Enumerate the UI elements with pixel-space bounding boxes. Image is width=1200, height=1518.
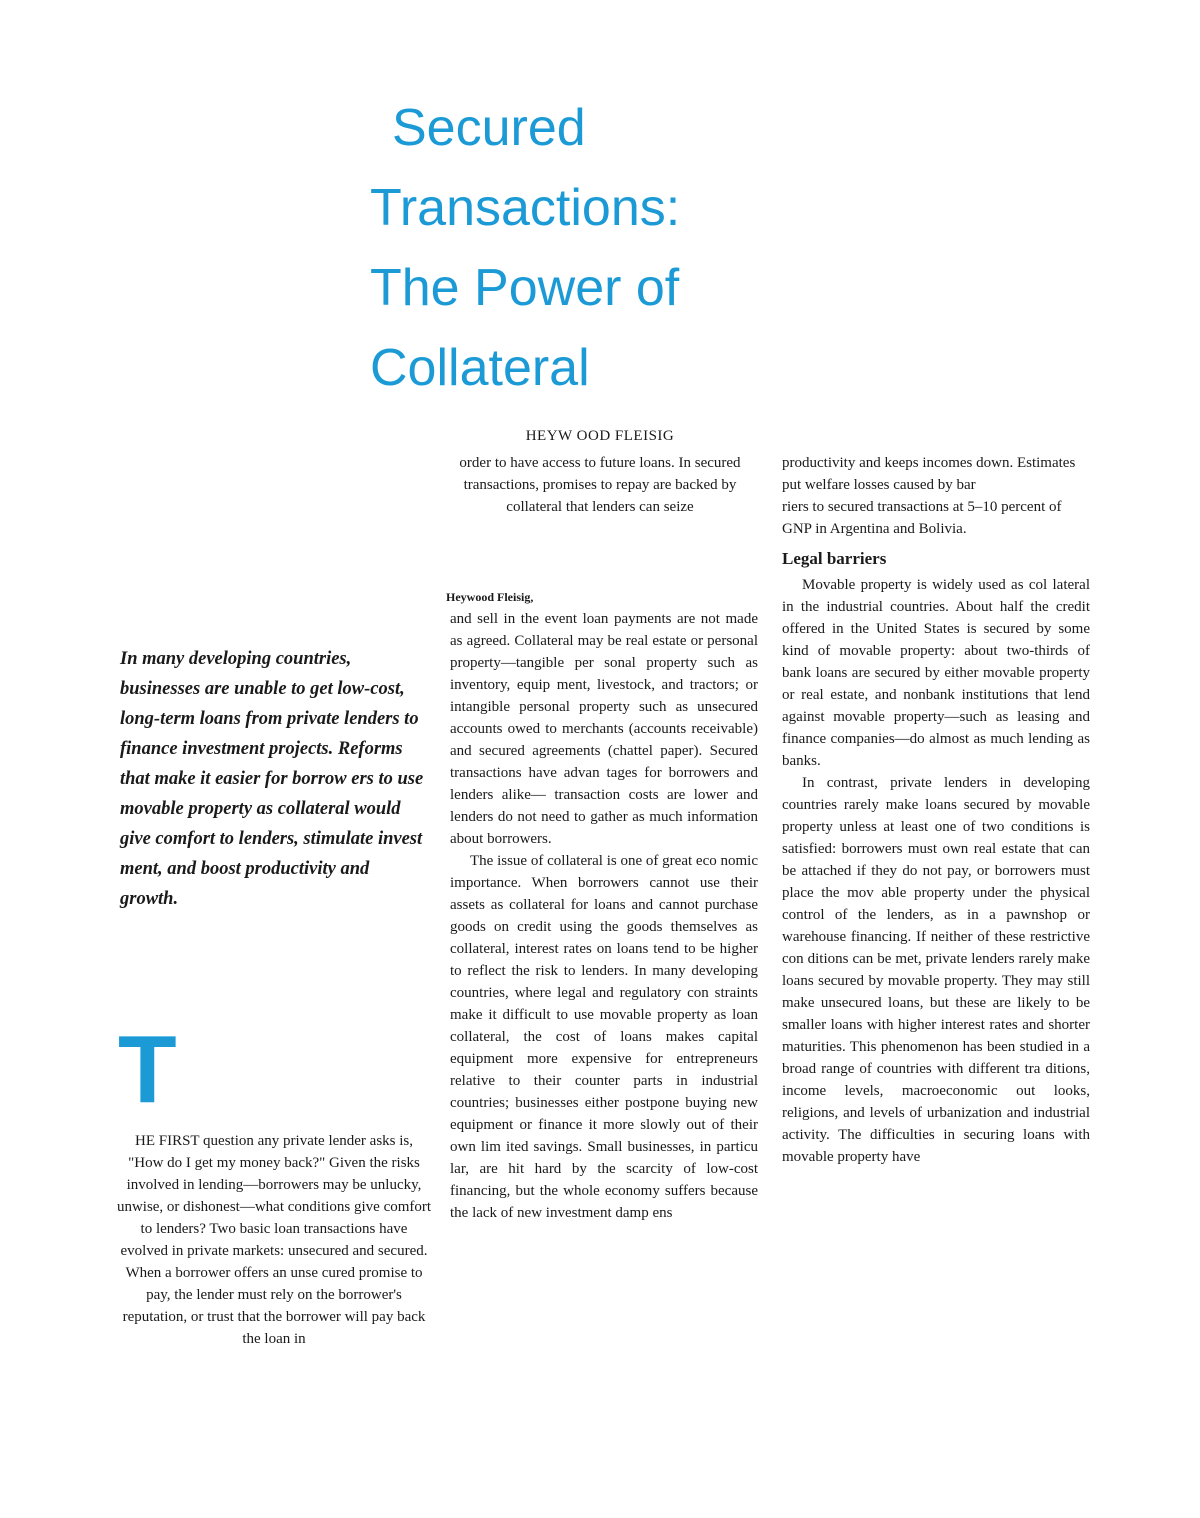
column-2-paragraph-2: The issue of collateral is one of great eco nomic importance. When borrowers cannot use their assets as collateral for loans and cannot purchase goods on credit using the goods themselves as collateral, interest rates on loans tend to be higher to reflect the risk to lenders. In many developing countries, where legal and regulatory con straints make it difficult to use movable property as loan collateral, the cost of loans makes capital equipment more expensive for entrepreneurs relative to their counter parts in industrial countries; businesses either postpone buying new equipment or finance it more slowly out of their own lim ited savings. Small businesses, in particu lar, are hit hard by the scarcity of low-cost financing, but the whole economy suffers because the lack of new investment damp ens	[450, 853, 758, 1221]
title-line-4: Collateral	[370, 339, 590, 397]
title-line-1: Secured	[392, 99, 586, 157]
title-line-2: Transactions:	[370, 179, 681, 237]
column-3	[782, 452, 1090, 1168]
column-3-paragraph-1: productivity and keeps incomes down. Estimates put welfare losses caused by bar	[782, 455, 1076, 493]
column-1	[116, 1130, 432, 1350]
column-2	[450, 608, 758, 1224]
drop-cap: T	[118, 1016, 177, 1123]
author-name: HEYW OOD FLEISIG	[525, 428, 675, 444]
column-1-paragraph-1: HE FIRST question any private lender asks is, "How do I get my money back?" Given the risks involved in lending—borrowers may be unlucky, unwise, or dishonest—what conditions give comfort to lenders? Two basic loan transactions have evolved in private markets: unsecured and secured. When a borrower offers an unse cured promise to pay, the lender must rely on the borrower's reputation, or trust that the borrower will pay back the loan in	[116, 1133, 432, 1347]
article-title	[370, 88, 790, 408]
lead-paragraph: In many developing countries, businesses are unable to get low-cost, long-term loans from private lenders to finance investment projects. Reforms that make it easier for borrow ers to use movable property as collateral would give comfort to lenders, stimulate invest ment, and boost productivity and growth.	[120, 649, 424, 909]
column-3-paragraph-4: In contrast, private lenders in developing countries rarely make loans secured by movable property unless at least one of two conditions is satisfied: borrowers must own real estate that can be attached if they do not pay, or borrowers must place the mov able property under the physical control of the lenders, as in a pawnshop or warehouse financing. If neither of these restrictive con ditions can be met, private lenders rarely make loans secured by movable property. They may still make unsecured loans, but these are likely to be smaller loans with higher interest rates and shorter maturities. This phenomenon has been studied in a broad range of countries with different tra ditions, income levels, macroeconomic out looks, religions, and levels of urbanization and industrial activity. The difficulties in securing loans with movable property have	[782, 775, 1090, 1165]
byline: Heywood Fleisig,	[446, 590, 534, 604]
title-line-3: The Power of	[370, 259, 680, 317]
column-2-paragraph-1: and sell in the event loan payments are not made as agreed. Collateral may be real estate or personal property—tangible per sonal property such as inventory, equip ment, livestock, and tractors; or intangible personal property such as unsecured accounts owed to merchants (accounts receivable) and secured agreements (chattel paper). Secured transactions have advan tages for borrowers and lenders alike— transaction costs are lower and lenders do not need to gather as much information about borrowers.	[450, 611, 758, 847]
column-3-paragraph-2: riers to secured transactions at 5–10 percent of GNP in Argentina and Bolivia.	[782, 499, 1062, 537]
column-3-paragraph-3: Movable property is widely used as col lateral in the industrial countries. About half the credit offered in the United States is secured by some kind of movable property: about two-thirds of bank loans are secured by either movable property or real estate, and nonbank institutions that lend against movable property—such as leasing and finance companies—do almost as much lending as banks.	[782, 577, 1090, 769]
section-heading: Legal barriers	[782, 549, 887, 568]
intro-text: order to have access to future loans. In secured transactions, promises to repay are backed by collateral that lenders can seize	[459, 455, 741, 515]
